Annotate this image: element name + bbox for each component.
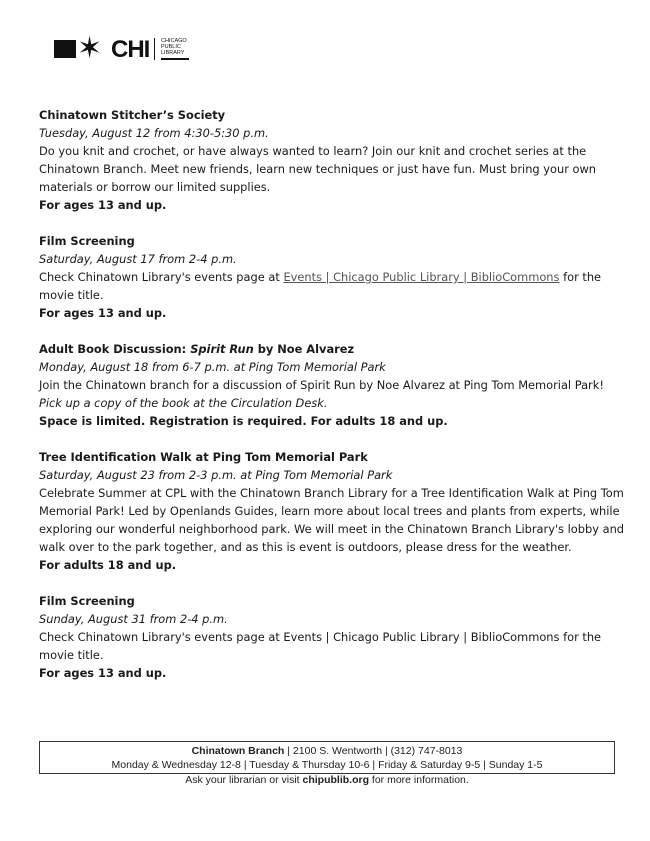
event-description [39,268,629,304]
event-title: Tree Identification Walk at Ping Tom Memorial Park [39,450,368,464]
event-audience: Space is limited. Registration is required. For adults 18 and up. [39,414,448,428]
event-description-text: Check Chinatown Library's events page at [39,270,284,284]
event-description-text: for the movie title. [39,270,602,302]
event-description: Do you knit and crochet, or have always wanted to learn? Join our knit and crochet series at the Chinatown Branch. Meet new friends, learn new techniques or just have fun. Must bring your own materials or borrow our limited supplies. [39,144,597,194]
event-title [39,340,629,358]
logo-underline [161,58,189,60]
star-icon: ✶ [77,31,103,66]
website-link[interactable]: chipublib.org [302,774,369,786]
event-stitchers-society [39,106,629,214]
event-tree-walk [39,448,629,574]
footer-note [39,774,615,786]
logo-library-name: CHICAGO PUBLIC LIBRARY [161,38,187,56]
event-audience: For ages 13 and up. [39,198,167,212]
event-audience: For ages 13 and up. [39,306,167,320]
footer-note-text: Ask your librarian or visit [185,774,303,786]
event-description: Check Chinatown Library's events page at Events | Chicago Public Library | BiblioCommons for the movie title. [39,630,602,662]
event-title: Film Screening [39,234,135,248]
branch-address-line [40,745,614,757]
event-when: Monday, August 18 from 6-7 p.m. at Ping Tom Memorial Park [39,360,386,374]
event-when: Tuesday, August 12 from 4:30-5:30 p.m. [39,126,269,140]
event-when: Saturday, August 23 from 2-3 p.m. at Ping Tom Memorial Park [39,468,393,482]
footer-note-text: for more information. [369,774,469,786]
branch-hours: Monday & Wednesday 12-8 | Tuesday & Thursday 10-6 | Friday & Saturday 9-5 | Sunday 1-5 [111,759,543,771]
events-list [39,106,629,700]
event-title: Chinatown Stitcher’s Society [39,108,226,122]
event-book-title: Spirit Run [190,342,254,356]
event-film-screening-aug17 [39,232,629,322]
event-description: Join the Chinatown branch for a discussion of Spirit Run by Noe Alvarez at Ping Tom Memorial Park! [39,378,604,392]
event-when: Saturday, August 17 from 2-4 p.m. [39,252,237,266]
event-book-discussion [39,340,629,430]
event-title: Film Screening [39,594,135,608]
event-audience: For adults 18 and up. [39,558,177,572]
event-description: Celebrate Summer at CPL with the Chinatown Branch Library for a Tree Identification Walk at Ping Tom Memorial Park! Led by Openlands Guides, learn more about local trees and plants from experts, while exploring our wonderful neighborhood park. We will meet in the Chinatown Branch Library's lobby and walk over to the park together, and as this is event is outdoors, please dress for the weather. [39,486,625,554]
event-title-prefix: Adult Book Discussion: [39,342,191,356]
branch-name: Chinatown Branch [191,745,285,757]
event-when: Sunday, August 31 from 2-4 p.m. [39,612,228,626]
logo-divider [154,38,155,60]
branch-address-phone: | 2100 S. Wentworth | (312) 747-8013 [284,745,463,757]
logo-chi-text: CHI [111,36,150,63]
event-audience: For ages 13 and up. [39,666,167,680]
branch-info-box [39,741,615,774]
events-page-link[interactable]: Events | Chicago Public Library | BiblioCommons [283,270,560,284]
logo-square [54,40,76,58]
event-film-screening-aug31 [39,592,629,682]
event-note: Pick up a copy of the book at the Circulation Desk. [39,396,328,410]
event-title-suffix: by Noe Alvarez [253,342,355,356]
